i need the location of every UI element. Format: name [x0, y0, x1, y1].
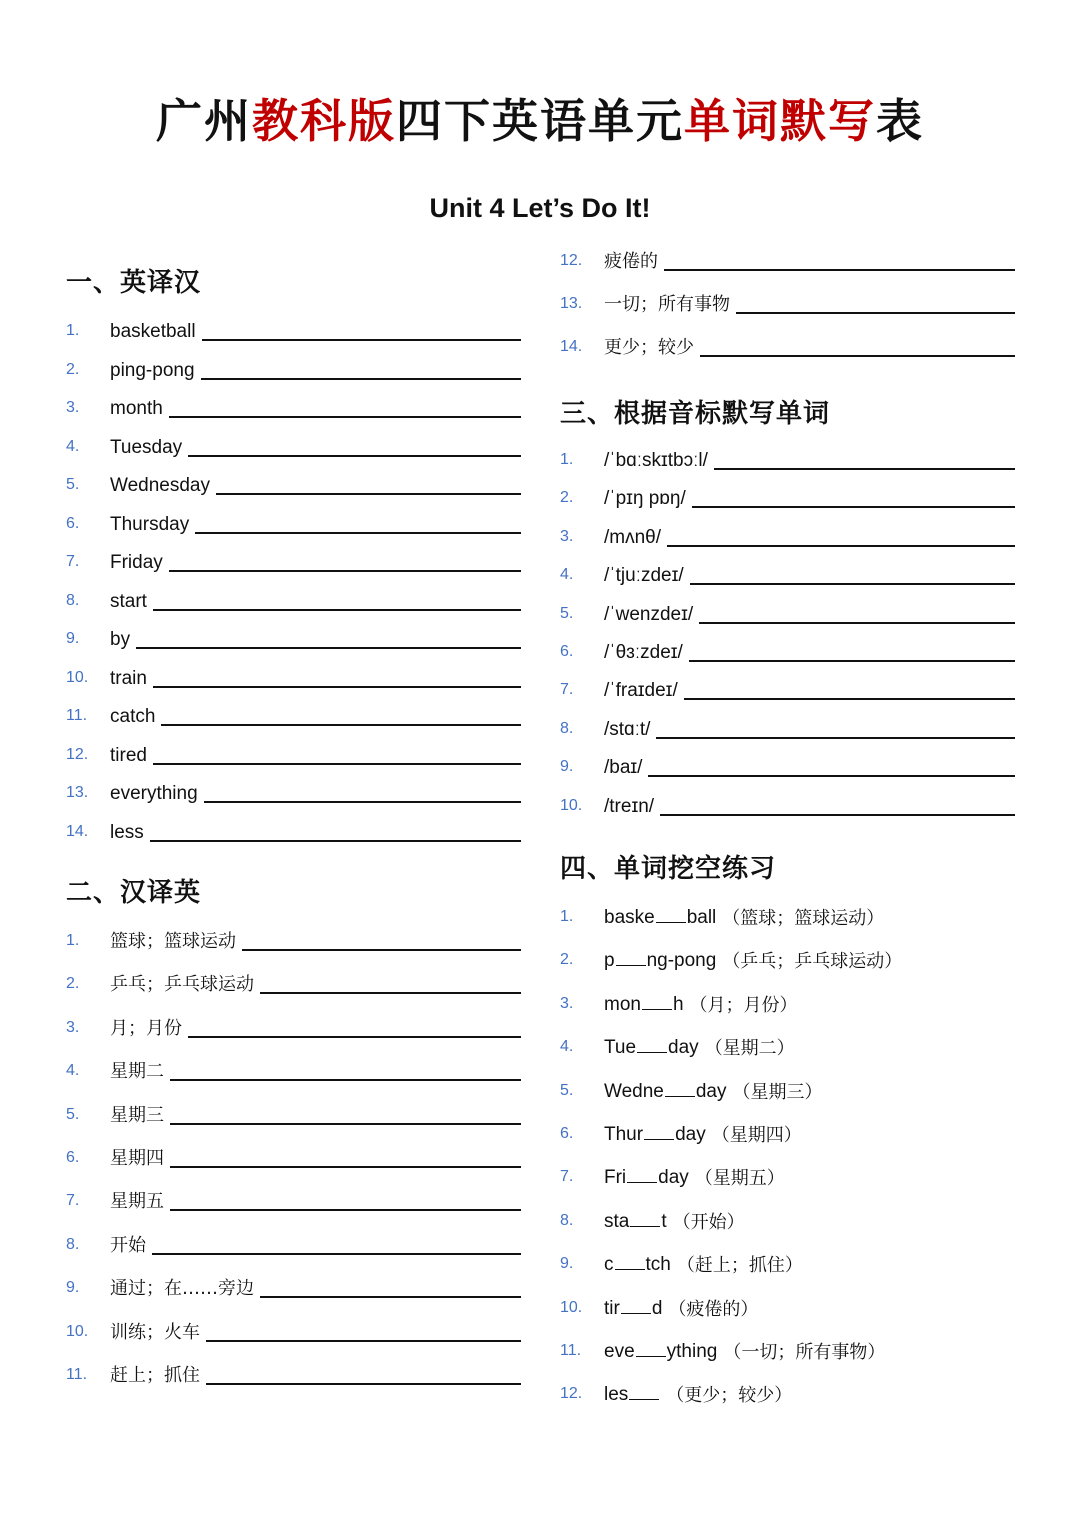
item-word	[604, 1123, 706, 1147]
item-number: 3.	[560, 527, 574, 545]
item-number: 12.	[560, 252, 583, 269]
list-item	[66, 391, 521, 421]
item-prompt: /ˈfraɪdeɪ/	[604, 680, 678, 702]
list-item	[560, 481, 1015, 511]
list-item	[560, 1030, 1020, 1060]
word-suffix: day	[675, 1124, 706, 1145]
item-number: 6.	[66, 1149, 80, 1166]
item-prompt: /ˈbɑːskɪtbɔːl/	[604, 450, 708, 471]
answer-line[interactable]	[260, 1296, 521, 1298]
item-hint: （更少；较少）	[666, 1385, 793, 1407]
answer-line[interactable]	[206, 1383, 521, 1385]
item-prompt: Thursday	[110, 513, 190, 535]
answer-line[interactable]	[170, 1079, 521, 1081]
list-item	[560, 1377, 1020, 1407]
answer-line[interactable]	[169, 416, 521, 418]
list-item	[66, 815, 521, 845]
list-item	[560, 1160, 1020, 1190]
item-prompt: 更少；较少	[604, 337, 694, 358]
answer-line[interactable]	[260, 992, 521, 994]
item-word	[604, 1166, 689, 1190]
word-prefix: tir	[604, 1297, 620, 1319]
answer-line[interactable]	[170, 1209, 521, 1211]
letter-blank[interactable]	[665, 1095, 695, 1097]
answer-line[interactable]	[204, 801, 521, 803]
word-prefix: mon	[604, 993, 641, 1015]
item-prompt: 赶上；抓住	[110, 1365, 200, 1386]
list-item	[560, 287, 1015, 317]
list-item	[560, 943, 1020, 973]
item-number: 2.	[66, 975, 80, 993]
answer-line[interactable]	[699, 622, 1015, 624]
word-suffix: d	[651, 1297, 663, 1319]
item-number: 11.	[66, 707, 88, 724]
answer-line[interactable]	[161, 724, 521, 726]
answer-line[interactable]	[170, 1166, 521, 1168]
item-hint: （疲倦的）	[668, 1298, 759, 1320]
item-hint: （星期五）	[694, 1168, 785, 1190]
item-prompt: Wednesday	[110, 475, 210, 496]
item-number: 7.	[560, 681, 574, 699]
item-number: 2.	[560, 489, 574, 507]
item-number: 14.	[560, 338, 583, 355]
list-item	[560, 443, 1015, 473]
item-number: 8.	[560, 1211, 574, 1229]
word-prefix: c	[604, 1254, 614, 1276]
letter-blank[interactable]	[627, 1181, 657, 1183]
word-prefix: Fri	[604, 1167, 627, 1189]
list-item	[560, 900, 1020, 930]
word-suffix: day	[695, 1080, 727, 1102]
item-prompt: /ˈtjuːzdeɪ/	[604, 565, 684, 587]
item-number: 3.	[66, 1018, 80, 1036]
item-prompt: Friday	[110, 552, 163, 573]
item-word	[604, 1210, 667, 1234]
item-prompt: /stɑːt/	[604, 718, 651, 740]
list-item	[560, 750, 1015, 780]
answer-line[interactable]	[700, 355, 1015, 357]
item-prompt: less	[110, 821, 144, 843]
word-suffix: ball	[686, 907, 717, 928]
item-word	[604, 1383, 660, 1407]
item-prompt: 星期二	[110, 1061, 164, 1083]
list-item	[66, 314, 521, 344]
answer-line[interactable]	[188, 455, 521, 457]
item-number: 9.	[560, 758, 574, 776]
list-item	[560, 987, 1020, 1017]
item-number: 5.	[560, 1081, 574, 1099]
word-prefix: Wedne	[604, 1080, 664, 1102]
answer-line[interactable]	[201, 378, 521, 380]
letter-blank[interactable]	[630, 1225, 660, 1227]
item-prompt: catch	[110, 706, 156, 727]
item-number: 4.	[560, 1038, 574, 1056]
item-prompt: ping-pong	[110, 359, 195, 381]
word-suffix: t	[661, 1210, 667, 1232]
answer-line[interactable]	[690, 583, 1015, 585]
item-number: 10.	[560, 1298, 583, 1316]
item-number: 11.	[560, 1342, 582, 1359]
item-hint: （星期三）	[732, 1081, 823, 1103]
item-number: 10.	[66, 668, 89, 686]
item-number: 9.	[560, 1255, 574, 1273]
item-prompt: basketball	[110, 321, 196, 342]
list-item	[560, 244, 1015, 274]
answer-line[interactable]	[153, 686, 521, 688]
answer-line[interactable]	[136, 647, 521, 649]
item-word	[604, 1036, 699, 1060]
list-item	[560, 673, 1015, 703]
item-word	[604, 949, 716, 973]
list-item	[66, 1011, 521, 1041]
word-prefix: eve	[604, 1341, 635, 1362]
word-suffix: ything	[666, 1341, 718, 1362]
item-number: 6.	[560, 1125, 574, 1142]
item-number: 4.	[560, 566, 574, 584]
list-item	[66, 545, 521, 575]
item-prompt: month	[110, 398, 163, 419]
item-prompt: 疲倦的	[604, 251, 658, 272]
item-prompt: /ˈθɜːzdeɪ/	[604, 642, 683, 663]
list-item	[66, 1315, 521, 1345]
item-number: 4.	[66, 437, 80, 455]
item-number: 1.	[560, 908, 574, 925]
item-number: 3.	[560, 994, 574, 1012]
item-number: 8.	[560, 719, 574, 737]
list-item	[66, 776, 521, 806]
item-number: 1.	[560, 451, 574, 468]
item-prompt: Tuesday	[110, 436, 183, 458]
answer-line[interactable]	[660, 814, 1015, 816]
item-number: 13.	[66, 784, 89, 801]
word-suffix: day	[668, 1037, 699, 1059]
word-suffix: day	[658, 1167, 689, 1189]
answer-line[interactable]	[195, 532, 521, 534]
list-item	[66, 468, 521, 498]
list-item	[66, 1271, 521, 1301]
item-number: 6.	[66, 514, 80, 532]
item-prompt: 训练；火车	[110, 1321, 200, 1343]
answer-line[interactable]	[153, 609, 521, 611]
list-item	[66, 738, 521, 768]
list-item	[66, 967, 521, 997]
item-prompt: tired	[110, 744, 147, 766]
list-item	[560, 1247, 1020, 1277]
word-suffix: tch	[645, 1254, 671, 1276]
letter-blank[interactable]	[637, 1051, 667, 1053]
title-part-4: 单词默写	[684, 94, 876, 148]
answer-line[interactable]	[202, 339, 521, 341]
item-number: 8.	[66, 1235, 80, 1253]
section-3-heading: 三、根据音标默写单词	[560, 399, 831, 429]
letter-blank[interactable]	[629, 1398, 659, 1400]
item-prompt: 月；月份	[110, 1017, 182, 1039]
word-prefix: Tue	[604, 1037, 637, 1059]
list-item	[560, 558, 1015, 588]
answer-line[interactable]	[689, 660, 1015, 662]
list-item	[66, 1228, 521, 1258]
item-number: 12.	[560, 1385, 583, 1403]
letter-blank[interactable]	[615, 1268, 645, 1270]
answer-line[interactable]	[153, 763, 521, 765]
answer-line[interactable]	[714, 468, 1015, 470]
item-hint: （赶上；抓住）	[676, 1255, 803, 1277]
list-item	[66, 1184, 521, 1214]
list-item	[560, 520, 1015, 550]
item-number: 5.	[66, 476, 80, 493]
letter-blank[interactable]	[656, 921, 686, 923]
item-number: 6.	[560, 643, 574, 660]
list-item	[66, 622, 521, 652]
section-2-heading: 二、汉译英	[66, 878, 202, 908]
item-number: 9.	[66, 1279, 80, 1297]
item-prompt: 通过；在……旁边	[110, 1278, 254, 1300]
title-part-5: 表	[876, 94, 924, 148]
item-prompt: 星期三	[110, 1104, 164, 1126]
item-hint: （星期四）	[711, 1125, 802, 1146]
list-item	[66, 584, 521, 614]
list-item	[560, 330, 1015, 360]
word-prefix: p	[604, 950, 615, 972]
answer-line[interactable]	[736, 312, 1015, 314]
letter-blank[interactable]	[621, 1312, 651, 1314]
item-prompt: train	[110, 667, 147, 689]
list-item	[66, 353, 521, 383]
item-number: 9.	[66, 630, 80, 647]
list-item	[66, 1358, 521, 1388]
item-hint: （乒乓；乒乓球运动）	[722, 951, 903, 973]
item-word	[604, 1080, 727, 1104]
item-prompt: /ˈpɪŋ pɒŋ/	[604, 488, 686, 510]
letter-blank[interactable]	[616, 964, 646, 966]
item-prompt: 星期四	[110, 1148, 164, 1169]
title-part-2: 教科版	[252, 94, 396, 148]
word-prefix: les	[604, 1384, 629, 1406]
item-number: 7.	[560, 1168, 574, 1186]
list-item	[560, 1117, 1020, 1147]
item-number: 4.	[66, 1062, 80, 1080]
list-item	[560, 1074, 1020, 1104]
word-prefix: baske	[604, 907, 655, 928]
list-item	[66, 430, 521, 460]
item-prompt: by	[110, 629, 131, 650]
letter-blank[interactable]	[636, 1355, 666, 1357]
item-prompt: /mʌnθ/	[604, 526, 662, 548]
answer-line[interactable]	[664, 269, 1015, 271]
section-4-heading: 四、单词挖空练习	[560, 854, 777, 884]
list-item	[560, 1204, 1020, 1234]
answer-line[interactable]	[206, 1340, 521, 1342]
item-number: 10.	[560, 796, 583, 814]
answer-line[interactable]	[170, 1123, 521, 1125]
item-prompt: 一切；所有事物	[604, 294, 730, 315]
item-number: 3.	[66, 399, 80, 416]
item-number: 5.	[560, 604, 574, 622]
unit-title: Unit 4 Let’s Do It!	[429, 193, 651, 223]
item-number: 11.	[66, 1366, 88, 1383]
item-word	[604, 1297, 662, 1321]
page-title	[0, 88, 1080, 154]
answer-line[interactable]	[648, 775, 1015, 777]
item-number: 7.	[66, 553, 80, 570]
item-number: 13.	[560, 295, 583, 312]
item-hint: （一切；所有事物）	[723, 1342, 886, 1363]
item-prompt: 篮球；篮球运动	[110, 931, 236, 952]
list-item	[560, 712, 1015, 742]
item-prompt: 开始	[110, 1234, 146, 1256]
item-prompt: 乒乓；乒乓球运动	[110, 974, 254, 996]
item-number: 1.	[66, 932, 80, 949]
title-part-3: 四下英语单元	[396, 94, 684, 148]
item-prompt: 星期五	[110, 1191, 164, 1213]
list-item	[560, 1291, 1020, 1321]
answer-line[interactable]	[667, 545, 1015, 547]
list-item	[560, 789, 1015, 819]
answer-line[interactable]	[242, 949, 521, 951]
answer-line[interactable]	[656, 737, 1015, 739]
item-number: 2.	[66, 360, 80, 378]
answer-line[interactable]	[150, 840, 521, 842]
item-hint: （月；月份）	[689, 994, 798, 1016]
item-number: 2.	[560, 951, 574, 969]
word-prefix: sta	[604, 1210, 630, 1232]
item-hint: （星期二）	[704, 1038, 795, 1060]
word-suffix: h	[672, 993, 684, 1015]
word-prefix: Thur	[604, 1124, 644, 1145]
item-number: 10.	[66, 1322, 89, 1340]
item-number: 7.	[66, 1192, 80, 1210]
item-word	[604, 993, 684, 1017]
list-item	[560, 597, 1015, 627]
answer-line[interactable]	[188, 1036, 521, 1038]
item-number: 8.	[66, 591, 80, 609]
item-prompt: /baɪ/	[604, 757, 643, 779]
list-item	[66, 1141, 521, 1171]
letter-blank[interactable]	[644, 1138, 674, 1140]
item-number: 12.	[66, 745, 89, 763]
list-item	[66, 507, 521, 537]
item-word	[604, 1340, 717, 1364]
list-item	[66, 1098, 521, 1128]
list-item	[66, 924, 521, 954]
item-prompt: everything	[110, 783, 198, 804]
letter-blank[interactable]	[642, 1008, 672, 1010]
item-prompt: /treɪn/	[604, 795, 655, 817]
item-number: 1.	[66, 322, 80, 339]
answer-line[interactable]	[216, 493, 521, 495]
list-item	[66, 699, 521, 729]
item-number: 5.	[66, 1105, 80, 1123]
item-number: 14.	[66, 822, 89, 840]
word-suffix: ng-pong	[646, 950, 717, 972]
answer-line[interactable]	[692, 506, 1015, 508]
title-part-1: 广州	[156, 94, 252, 148]
item-prompt: start	[110, 590, 147, 612]
list-item	[66, 1054, 521, 1084]
answer-line[interactable]	[152, 1253, 521, 1255]
item-prompt: /ˈwenzdeɪ/	[604, 603, 694, 625]
section-1-heading: 一、英译汉	[66, 268, 202, 298]
answer-line[interactable]	[684, 698, 1015, 700]
answer-line[interactable]	[169, 570, 521, 572]
list-item	[560, 635, 1015, 665]
list-item	[560, 1334, 1020, 1364]
list-item	[66, 661, 521, 691]
item-hint: （篮球；篮球运动）	[722, 908, 885, 929]
item-word	[604, 1253, 671, 1277]
item-hint: （开始）	[672, 1211, 745, 1233]
item-word	[604, 906, 716, 930]
